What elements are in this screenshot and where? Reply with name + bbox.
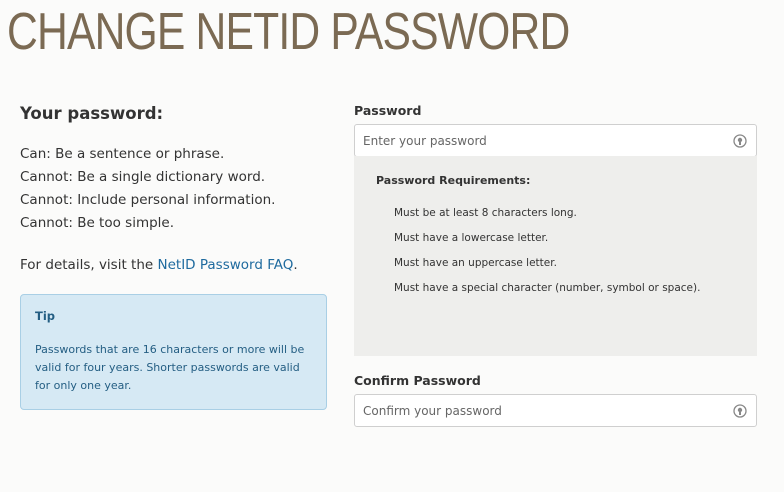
rule-item: Cannot: Be too simple. — [20, 215, 175, 231]
password-requirements — [354, 156, 757, 356]
password-label: Password — [354, 103, 422, 118]
password-section — [354, 103, 757, 157]
requirement-item: Must have a lowercase letter. — [394, 232, 549, 244]
requirement-item: Must be at least 8 characters long. — [394, 207, 577, 219]
confirm-field-wrapper — [354, 394, 757, 427]
confirm-password-label: Confirm Password — [354, 373, 481, 388]
eye-toggle-icon[interactable] — [733, 404, 747, 418]
info-heading: Your password: — [20, 104, 164, 123]
confirm-password-input[interactable] — [355, 395, 731, 426]
confirm-section — [354, 373, 757, 427]
eye-toggle-icon[interactable] — [733, 134, 747, 148]
rule-item: Can: Be a sentence or phrase. — [20, 146, 225, 162]
tip-text: Passwords that are 16 characters or more will be valid for four years. Shorter passwords are valid for only one year. — [35, 343, 305, 392]
rule-item: Cannot: Be a single dictionary word. — [20, 169, 266, 185]
requirement-item: Must have a special character (number, symbol or space). — [394, 282, 701, 294]
tip-box — [20, 294, 327, 410]
netid-faq-link[interactable]: NetID Password FAQ — [157, 257, 294, 273]
rule-item: Cannot: Include personal information. — [20, 192, 276, 208]
password-info — [20, 104, 330, 273]
password-input[interactable] — [355, 125, 731, 156]
details-text — [20, 257, 330, 273]
details-prefix: For details, visit the — [20, 257, 158, 273]
password-field-wrapper — [354, 124, 757, 157]
details-suffix: . — [293, 257, 298, 273]
requirement-item: Must have an uppercase letter. — [394, 257, 557, 269]
password-rules — [20, 143, 330, 235]
page-title: CHANGE NETID PASSWORD — [7, 3, 570, 61]
requirements-title: Password Requirements: — [376, 174, 531, 187]
tip-title: Tip — [35, 309, 56, 323]
